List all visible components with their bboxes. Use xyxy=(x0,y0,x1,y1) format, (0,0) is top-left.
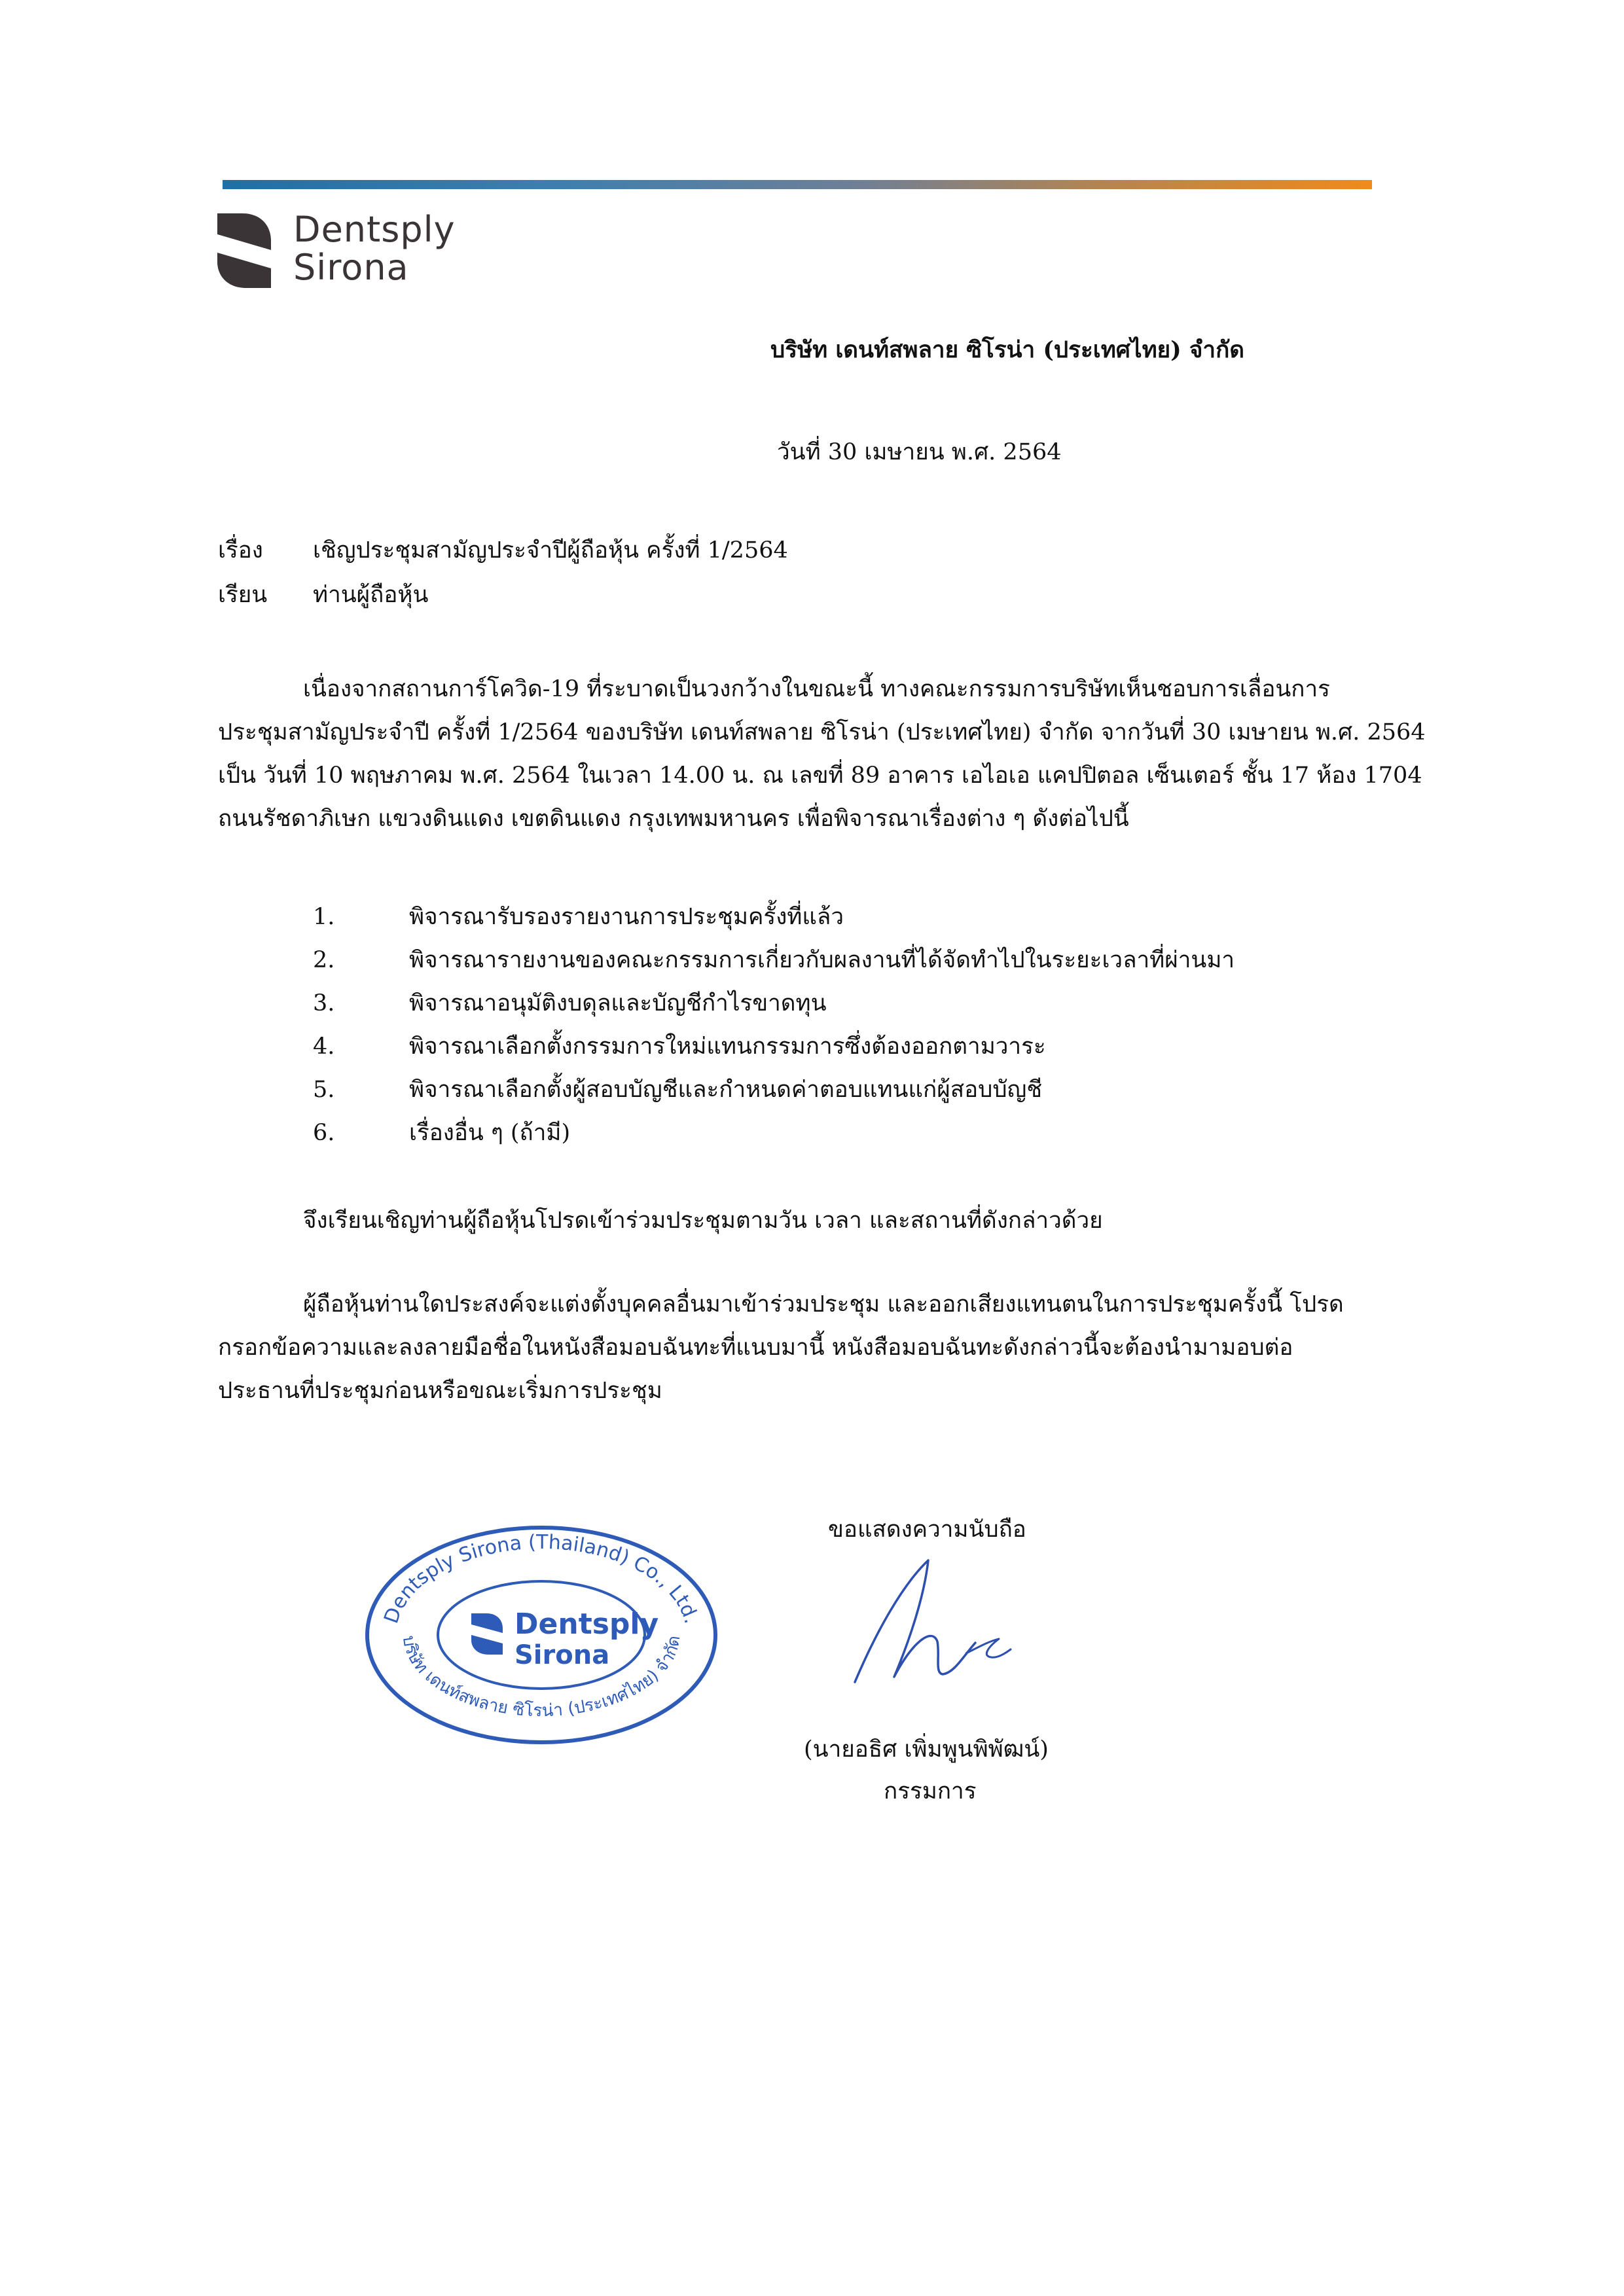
paragraph-line: จึงเรียนเชิญท่านผู้ถือหุ้นโปรดเข้าร่วมประชุมตามวัน เวลา และสถานที่ดังกล่าวด้วย xyxy=(303,1208,1103,1234)
paragraph-line: ประชุมสามัญประจำปี ครั้งที่ 1/2564 ของบริษัท เดนท์สพลาย ซิโรน่า (ประเทศไทย) จำกัด จากวันที่ 30 เมษายน พ.ศ. 2564 xyxy=(218,719,1426,745)
agenda-number: 5. xyxy=(313,1077,335,1103)
letter-date: วันที่ 30 เมษายน พ.ศ. 2564 xyxy=(777,439,1062,465)
agenda-number: 3. xyxy=(313,990,335,1016)
list-item xyxy=(313,1068,1235,1111)
paragraph-line: เป็น วันที่ 10 พฤษภาคม พ.ศ. 2564 ในเวลา 14.00 น. ณ เลขที่ 89 อาคาร เอไอเอ แคปปิตอล เซ็นเตอร์ ชั้น 17 ห้อง 1704 xyxy=(218,762,1422,789)
agenda-text: พิจารณารับรองรายงานการประชุมครั้งที่แล้ว xyxy=(409,904,844,930)
logo-wordmark xyxy=(293,211,456,287)
handwritten-signature xyxy=(851,1558,1047,1708)
company-logo xyxy=(216,211,491,293)
stamp-logo-line1: Dentsply xyxy=(514,1607,659,1641)
paragraph-line: ประธานที่ประชุมก่อนหรือขณะเริ่มการประชุม xyxy=(218,1378,662,1404)
agenda-text: พิจารณาเลือกตั้งผู้สอบบัญชีและกำหนดค่าตอบแทนแก่ผู้สอบบัญชี xyxy=(409,1077,1043,1103)
paragraph-line: เนื่องจากสถานการ์โควิด-19 ที่ระบาดเป็นวงกว้างในขณะนี้ ทางคณะกรรมการบริษัทเห็นชอบการเลื่อนการ xyxy=(303,676,1330,702)
recipient-text: ท่านผู้ถือหุ้น xyxy=(313,582,429,608)
list-item xyxy=(313,982,1235,1025)
logo-line2: Sirona xyxy=(293,247,409,288)
agenda-list xyxy=(313,895,1235,1155)
subject-text: เชิญประชุมสามัญประจำปีผู้ถือหุ้น ครั้งที่ 1/2564 xyxy=(313,537,788,564)
stamp-bottom-textpath: บริษัท เดนท์สพลาย ซิโรน่า (ประเทศไทย) จำกัด xyxy=(398,1634,685,1721)
list-item xyxy=(313,1111,1235,1155)
agenda-text: พิจารณารายงานของคณะกรรมการเกี่ยวกับผลงานที่ได้จัดทำไปในระยะเวลาที่ผ่านมา xyxy=(409,947,1235,973)
signer-name: (นายอธิศ เพิ่มพูนพิพัฒน์) xyxy=(804,1736,1049,1763)
header-color-bar xyxy=(223,180,1372,189)
signer-title: กรรมการ xyxy=(884,1778,977,1804)
company-stamp xyxy=(360,1518,720,1748)
closing-text: ขอแสดงความนับถือ xyxy=(828,1516,1026,1543)
list-item xyxy=(313,895,1235,939)
subject-label: เรื่อง xyxy=(218,537,263,564)
agenda-text: เรื่องอื่น ๆ (ถ้ามี) xyxy=(409,1120,571,1146)
agenda-number: 2. xyxy=(313,947,335,973)
list-item xyxy=(313,939,1235,982)
agenda-text: พิจารณาอนุมัติงบดุลและบัญชีกำไรขาดทุน xyxy=(409,990,827,1016)
intro-paragraph xyxy=(218,668,1426,840)
recipient-label: เรียน xyxy=(218,582,268,608)
paragraph-line: กรอกข้อความและลงลายมือชื่อในหนังสือมอบฉันทะที่แนบมานี้ หนังสือมอบฉันทะดังกล่าวนี้จะต้องนำมามอบต่อ xyxy=(218,1335,1293,1361)
paragraph-line: ถนนรัชดาภิเษก แขวงดินแดง เขตดินแดง กรุงเทพมหานคร เพื่อพิจารณาเรื่องต่าง ๆ ดังต่อไปนี้ xyxy=(218,806,1129,832)
logo-line1: Dentsply xyxy=(293,209,456,250)
agenda-number: 1. xyxy=(313,904,335,930)
list-item xyxy=(313,1025,1235,1068)
agenda-number: 6. xyxy=(313,1120,335,1146)
agenda-text: พิจารณาเลือกตั้งกรรมการใหม่แทนกรรมการซึ่งต้องออกตามวาระ xyxy=(409,1033,1046,1060)
invitation-paragraph xyxy=(218,1199,1377,1242)
stamp-logo-line2: Sirona xyxy=(514,1640,610,1670)
company-name: บริษัท เดนท์สพลาย ซิโรน่า (ประเทศไทย) จำกัด xyxy=(770,336,1245,363)
stamp-top-textpath: Dentsply Sirona (Thailand) Co., Ltd. xyxy=(380,1530,703,1626)
dentsply-sirona-logo-icon xyxy=(216,212,272,289)
paragraph-line: ผู้ถือหุ้นท่านใดประสงค์จะแต่งตั้งบุคคลอื่นมาเข้าร่วมประชุม และออกเสียงแทนตนในการประชุมครั้งนี้ โปรด xyxy=(303,1291,1344,1318)
proxy-paragraph xyxy=(218,1283,1377,1412)
agenda-number: 4. xyxy=(313,1033,335,1060)
stamp-logo-icon xyxy=(471,1613,503,1655)
